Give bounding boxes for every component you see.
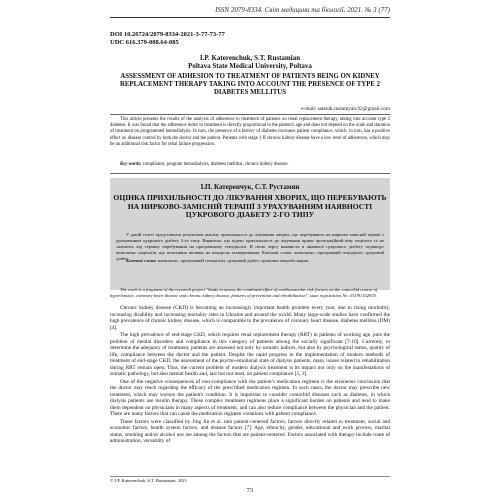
abstract-end-rule xyxy=(110,173,390,174)
keywords-en xyxy=(110,162,390,168)
keywords-ua xyxy=(116,258,384,264)
keywords-label-ua: Ключові слова: xyxy=(126,258,157,263)
research-note: The work is a fragment of the research project "Study to assess the combined effect of cardiovascular risk factors on the comorbid course of hypertension, coronary heart disease and chronic kidney disease, features of prevention and rehabilitation", state registration No. 0119U102835. xyxy=(110,287,378,298)
abstract-rule xyxy=(110,114,390,115)
paragraph: Chronic kidney disease (CKD) is becoming an increasingly important health problem every year, due to rising morbidity, increasing disability and increasing mortality rates in Ukraine and around the world. Many large-scale studies have confirmed the high prevalence of chronic kidney disease, which is comparable to the prevalence of coronary heart disease, diabetes mellitus (DM) [4]. xyxy=(110,305,390,331)
page-number: 73 xyxy=(246,487,254,494)
abstract-en: This article presents the results of the analysis of adherence to treatment of patients on renal replacement therapy, taking into account type 2 diabetes. It was found that the adherence index to treatment is directly proportional to the patient's age and does not depend on the scale and duration of treatment on programmed hemodialysis. In turn, the presence of a history of diabetes increases patient compliance, which, in turn, has a positive effect on disease control by both the doctor and the patient. Patients with stage 1 II chronic kidney disease have a low level of adherence, which may be an additional risk factor for renal failure progression. xyxy=(110,117,390,147)
header-rule xyxy=(110,17,390,18)
paragraph: These factors were classified by Jing Jin et al. into patient-centered factors, factors directly related to treatment, social and economic factors, health system factors, and disease factors [7]. Age, ethnicity, gender, educational and work process, marital status, smoking and/or alcohol use are among the factors that are patient-centered. Factors associated with therapy include route of administration, versatility of xyxy=(110,418,390,444)
copyright: © I.P. Katerenchuk, S.T. Rustamian, 2021 xyxy=(110,478,188,483)
doi: DOI 10.26724/2079-8334-2021-3-77-73-77 xyxy=(110,31,225,38)
authors-en: I.P. Katerenchuk, S.T. Rustamian xyxy=(199,54,301,62)
article-title-en: ASSESSMENT OF ADHESION TO TREATMENT OF PATIENTS BEING ON KIDNEY REPLACEMENT THERAPY TAKING INTO ACCOUNT THE PRESENCE OF TYPE 2 DIABETES MELLITUS xyxy=(119,73,381,96)
author-email: e-mail: satenik.rustamyan.92@gmail.com xyxy=(301,106,390,112)
paragraph: One of the negative consequences of non-compliance with the patient's medication regimen is the erroneous conclusion that the doctor may reach regarding the efficacy of the prescribed medication regimen. In such cases, the doctor may prescribe new treatment, which may worsen the patient's condition. It is important to consider comorbid diseases such as diabetes, in which dialysis patients use insulin therapy. These complex treatment regimens place a significant burden on patients and tend to make them dependent on physicians in many aspects of treatment, and can also reduce compliance between the physician and the patient. There are many factors that can cause the medication regimen violations with patient compliance. xyxy=(110,378,390,417)
affiliation-en: Poltava State Medical University, Poltava xyxy=(188,62,312,70)
article-body xyxy=(110,305,390,446)
article-identifiers xyxy=(110,31,225,47)
abstract-ua: У даній статті представлені результати аналізу прихильності до лікування хворих, що перебувають на нирково-замісній терапії з урахуванням цукрового діабету 2-го типу. Виявлено, що індекс прихильності до лікування прямо пропорційний віку пацієнта та не залежить від терміну перебування на програмному гемодіалізі. В свою чергу наявність в анамнезі цукрового діабету підвищує комплаєнс пацієнтів, що позитивно впливає на контроль захворювання. Ключові слова: комплаєнс, програмний гемодіаліз, цукровий діабет. xyxy=(116,232,384,261)
paragraph: The high prevalence of end-stage CKD, which requires renal replacement therapy (RRT) in patients of working age, puts the problem of mental disorders and compliance in this category of patients among the socially significant [7-10]. Currently, to determine the adequacy of treatment, patients are assessed not only by somatic indices, but also by psychological status, quality of life, compliance between the doctor and the patient. Despite the rapid progress in the implementation of modern methods of treatment of end-stage CKD, the assessment of the psycho-emotional state of dialysis patients, many issues related to rehabilitation during RRT remain open. Thus, the current problem of modern dialysis treatment is its impact not only on the manifestations of somatic pathology, but also mental health and, last but not least, on patient compliance [1, 3]. xyxy=(110,332,390,377)
udc: UDC 616.379-008.64-085 xyxy=(110,39,179,46)
article-title-ua: ОЦІНКА ПРИХИЛЬНОСТІ ДО ЛІКУВАННЯ ХВОРИХ, ЩО ПЕРЕБУВАЮТЬ НА НИРКОВО-ЗАМІСНІЙ ТЕРАПІЇ З УРАХУВАННЯМ НАЯВНОСТІ ЦУКРОВОГО ДІАБЕТУ 2-ГО ТИПУ xyxy=(113,193,387,220)
journal-header: ISSN 2079-8334. Світ медицини та біології. 2021. № 3 (77) xyxy=(215,6,390,14)
footer-rule xyxy=(110,476,390,477)
authors-ua: І.П. Катеренчук, С.Т. Рустамян xyxy=(200,183,300,191)
authors-block-en xyxy=(110,54,390,70)
keywords-text-ua: комплаєнс, програмний гемодіаліз, цукровий діабет, хронічна хвороба нирок. xyxy=(157,258,310,263)
keywords-label: Key words: xyxy=(120,162,142,167)
keywords-text: compliance, program hemodialysis, diabetes mellitus, chronic kidney disease. xyxy=(142,162,289,167)
